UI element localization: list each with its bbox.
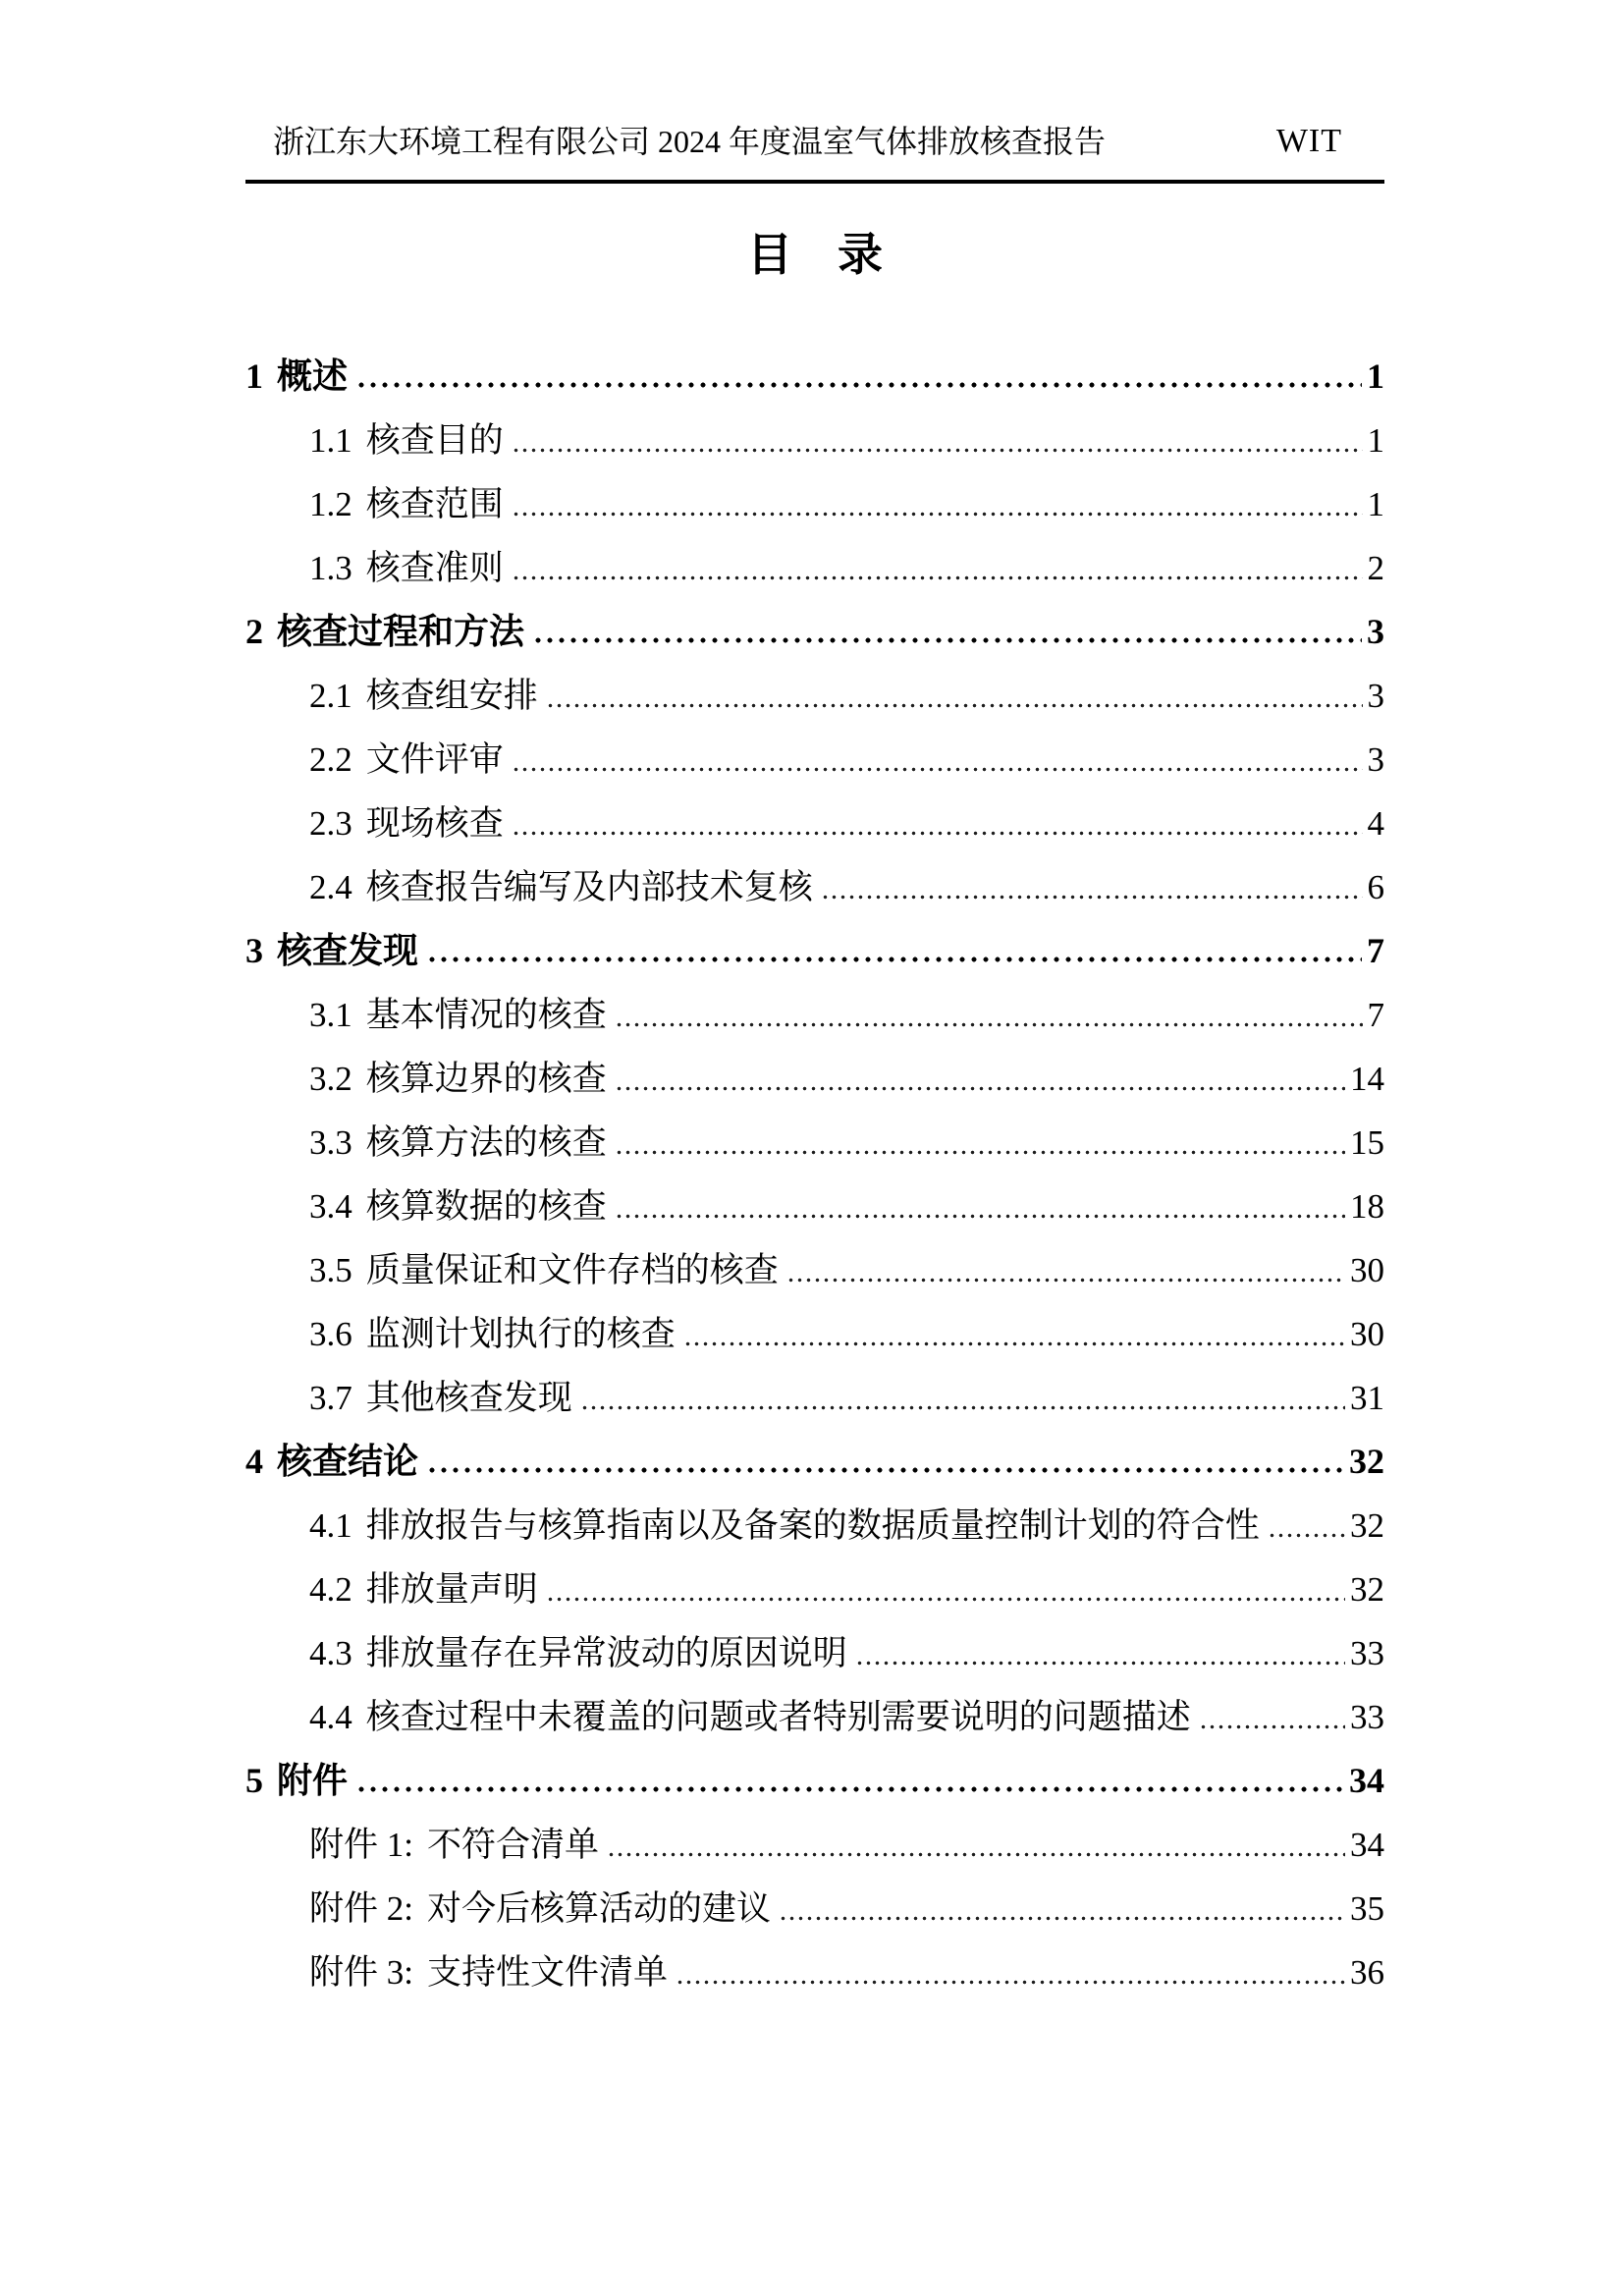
toc-title: 目 录 <box>747 230 883 280</box>
dot-leader-icon <box>512 741 1363 778</box>
toc-entry-page: 15 <box>1350 1123 1384 1162</box>
toc-entry[interactable] <box>245 1380 1384 1444</box>
toc-entry-page: 18 <box>1350 1187 1384 1226</box>
toc-entry-label: 其他核查发现 <box>365 1379 572 1417</box>
toc-entry-page: 33 <box>1350 1634 1384 1672</box>
toc-entry-label: 文件评审 <box>365 740 504 779</box>
toc-entry-label: 对今后核算活动的建议 <box>426 1889 771 1928</box>
toc-entry-number: 1.1 <box>309 421 352 460</box>
toc-entry-page: 35 <box>1350 1889 1384 1928</box>
toc-entry-label: 附件 <box>277 1761 349 1800</box>
toc-entry-page: 14 <box>1350 1060 1384 1098</box>
toc-entry[interactable] <box>245 486 1384 550</box>
toc-entry[interactable] <box>245 1954 1384 2018</box>
toc-entry[interactable] <box>245 1763 1384 1827</box>
dot-leader-icon <box>615 1188 1345 1225</box>
header-rule <box>245 180 1384 184</box>
page-header <box>245 123 1384 184</box>
toc-entry[interactable] <box>245 1699 1384 1763</box>
toc-entry-page: 3 <box>1367 677 1384 715</box>
toc-entry-label: 核查准则 <box>365 549 504 587</box>
dot-leader-icon <box>615 997 1363 1033</box>
toc-entry[interactable] <box>245 869 1384 933</box>
dot-leader-icon <box>532 614 1362 650</box>
dot-leader-icon <box>1199 1699 1345 1735</box>
toc-entry-label: 核查结论 <box>277 1442 419 1481</box>
dot-leader-icon <box>779 1890 1345 1927</box>
toc-entry-number: 3.3 <box>309 1123 352 1162</box>
toc-entry-page: 34 <box>1350 1826 1384 1864</box>
toc-entry-label: 支持性文件清单 <box>426 1953 668 1992</box>
toc-entry[interactable] <box>245 1252 1384 1316</box>
dot-leader-icon <box>615 1061 1345 1097</box>
toc-entry-label: 质量保证和文件存档的核查 <box>365 1251 779 1289</box>
toc-entry-number: 2.4 <box>309 868 352 906</box>
toc-entry-number: 4.3 <box>309 1634 352 1672</box>
toc-list <box>245 358 1384 2018</box>
toc-entry[interactable] <box>245 550 1384 614</box>
dot-leader-icon <box>546 1571 1345 1608</box>
toc-entry-page: 3 <box>1367 612 1384 651</box>
toc-entry-number: 2 <box>245 612 263 651</box>
toc-entry-page: 34 <box>1349 1761 1384 1800</box>
toc-entry[interactable] <box>245 1635 1384 1699</box>
toc-entry-label: 核查过程和方法 <box>277 612 525 651</box>
toc-entry-label: 基本情况的核查 <box>365 996 607 1034</box>
dot-leader-icon <box>546 678 1363 714</box>
toc-entry-label: 核算数据的核查 <box>365 1187 607 1226</box>
toc-entry[interactable] <box>245 422 1384 486</box>
dot-leader-icon <box>683 1316 1345 1352</box>
dot-leader-icon <box>615 1124 1345 1161</box>
toc-entry[interactable] <box>245 358 1384 422</box>
toc-entry[interactable] <box>245 997 1384 1061</box>
toc-entry-label: 不符合清单 <box>426 1826 599 1864</box>
toc-entry-label: 核查组安排 <box>365 677 538 715</box>
toc-entry[interactable] <box>245 933 1384 997</box>
toc-entry-number: 1.2 <box>309 485 352 523</box>
dot-leader-icon <box>855 1635 1345 1671</box>
toc-entry-page: 32 <box>1349 1442 1384 1481</box>
toc-entry[interactable] <box>245 1188 1384 1252</box>
header-logo-text: WIT <box>1275 123 1342 159</box>
toc-entry-number: 4 <box>245 1442 263 1481</box>
toc-entry-label: 排放量存在异常波动的原因说明 <box>365 1634 847 1672</box>
toc-entry-label: 概述 <box>277 356 349 396</box>
dot-leader-icon <box>580 1380 1345 1416</box>
dot-leader-icon <box>676 1954 1345 1991</box>
toc-entry-label: 监测计划执行的核查 <box>365 1315 676 1353</box>
toc-entry-number: 3 <box>245 931 263 970</box>
header-report-title: 浙江东大环境工程有限公司 2024 年度温室气体排放核查报告 <box>273 124 1107 159</box>
toc-entry-number: 2.2 <box>309 740 352 779</box>
toc-entry[interactable] <box>245 1444 1384 1507</box>
toc-entry-number: 5 <box>245 1761 263 1800</box>
toc-entry-number: 附件 2: <box>309 1889 413 1928</box>
toc-entry-number: 4.4 <box>309 1698 352 1736</box>
toc-entry[interactable] <box>245 1827 1384 1890</box>
toc-entry-label: 核算边界的核查 <box>365 1060 607 1098</box>
dot-leader-icon <box>786 1252 1345 1288</box>
toc-entry[interactable] <box>245 741 1384 805</box>
toc-entry-page: 4 <box>1367 804 1384 843</box>
dot-leader-icon <box>821 869 1363 905</box>
toc-entry[interactable] <box>245 1316 1384 1380</box>
toc-entry-page: 32 <box>1350 1506 1384 1545</box>
toc-entry-page: 32 <box>1350 1570 1384 1609</box>
toc-entry-page: 33 <box>1350 1698 1384 1736</box>
toc-entry-page: 31 <box>1350 1379 1384 1417</box>
toc-entry-number: 2.3 <box>309 804 352 843</box>
toc-entry[interactable] <box>245 1571 1384 1635</box>
toc-entry[interactable] <box>245 1124 1384 1188</box>
toc-entry-page: 2 <box>1367 549 1384 587</box>
toc-entry[interactable] <box>245 1061 1384 1124</box>
toc-entry-number: 2.1 <box>309 677 352 715</box>
toc-entry-number: 4.1 <box>309 1506 352 1545</box>
toc-entry[interactable] <box>245 678 1384 741</box>
toc-entry-page: 7 <box>1367 931 1384 970</box>
toc-entry-page: 7 <box>1367 996 1384 1034</box>
header-row <box>245 123 1384 160</box>
toc-entry-page: 1 <box>1367 356 1384 396</box>
dot-leader-icon <box>512 486 1363 522</box>
dot-leader-icon <box>355 358 1362 395</box>
dot-leader-icon <box>426 1444 1344 1480</box>
dot-leader-icon <box>512 550 1363 586</box>
toc-entry-label: 核查目的 <box>365 421 504 460</box>
toc-entry[interactable] <box>245 614 1384 678</box>
dot-leader-icon <box>607 1827 1345 1863</box>
dot-leader-icon <box>355 1763 1344 1799</box>
toc-entry[interactable] <box>245 1890 1384 1954</box>
toc-entry-number: 3.6 <box>309 1315 352 1353</box>
dot-leader-icon <box>426 933 1362 969</box>
toc-entry-number: 3.4 <box>309 1187 352 1226</box>
toc-entry-page: 30 <box>1350 1315 1384 1353</box>
toc-entry-number: 3.2 <box>309 1060 352 1098</box>
dot-leader-icon <box>1268 1507 1345 1544</box>
toc-entry-label: 排放报告与核算指南以及备案的数据质量控制计划的符合性 <box>365 1506 1260 1545</box>
toc-entry-number: 附件 1: <box>309 1826 413 1864</box>
toc-entry-number: 3.1 <box>309 996 352 1034</box>
toc-entry-label: 核查范围 <box>365 485 504 523</box>
toc-entry-number: 1 <box>245 356 263 396</box>
toc-entry-label: 排放量声明 <box>365 1570 538 1609</box>
toc-entry-label: 现场核查 <box>365 804 504 843</box>
toc-entry-label: 核查报告编写及内部技术复核 <box>365 868 813 906</box>
toc-entry-label: 核查发现 <box>277 931 419 970</box>
toc-entry-page: 30 <box>1350 1251 1384 1289</box>
toc-entry-page: 1 <box>1367 485 1384 523</box>
toc-entry-page: 36 <box>1350 1953 1384 1992</box>
toc-entry-label: 核算方法的核查 <box>365 1123 607 1162</box>
dot-leader-icon <box>512 805 1363 842</box>
toc-entry-page: 3 <box>1367 740 1384 779</box>
toc-entry[interactable] <box>245 805 1384 869</box>
toc-entry-page: 6 <box>1367 868 1384 906</box>
toc-entry-number: 附件 3: <box>309 1953 413 1992</box>
toc-entry-number: 1.3 <box>309 549 352 587</box>
toc-entry[interactable] <box>245 1507 1384 1571</box>
toc-entry-number: 3.5 <box>309 1251 352 1289</box>
toc-entry-page: 1 <box>1367 421 1384 460</box>
dot-leader-icon <box>512 422 1363 459</box>
toc-entry-label: 核查过程中未覆盖的问题或者特别需要说明的问题描述 <box>365 1698 1191 1736</box>
toc-entry-number: 3.7 <box>309 1379 352 1417</box>
toc-entry-number: 4.2 <box>309 1570 352 1609</box>
